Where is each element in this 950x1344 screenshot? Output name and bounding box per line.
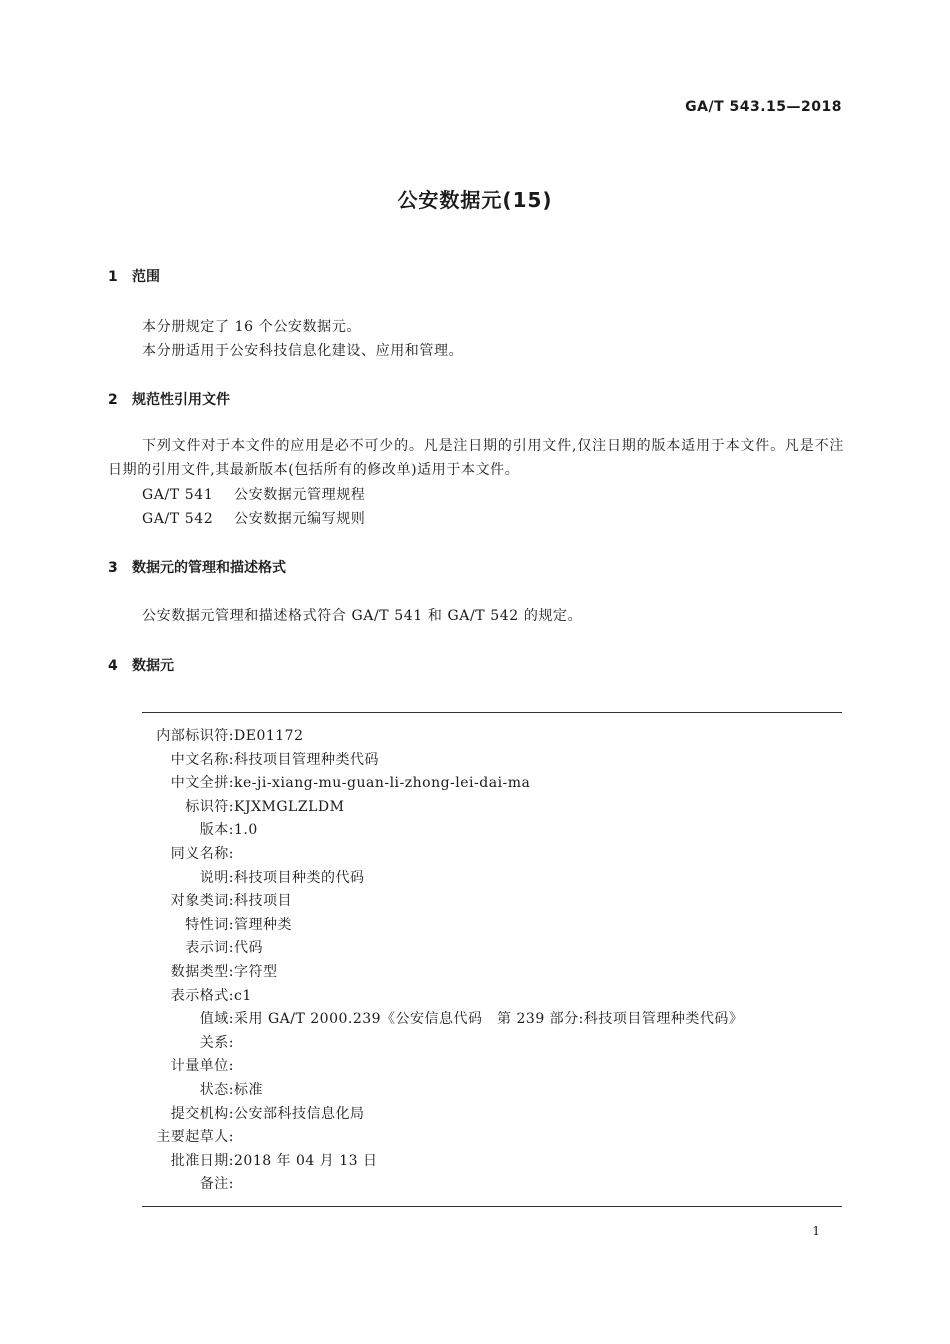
standard-code: GA/T 543.15—2018 bbox=[685, 99, 842, 115]
section-number: 2 bbox=[108, 392, 118, 408]
section-title: 数据元 bbox=[132, 658, 174, 674]
normative-references-intro: 下列文件对于本文件的应用是必不可少的。凡是注日期的引用文件,仅注日期的版本适用于本文件。凡是不注日期的引用文件,其最新版本(包括所有的修改单)适用于本文件。 bbox=[108, 438, 844, 478]
section-title: 规范性引用文件 bbox=[132, 392, 230, 408]
field-value: 字符型 bbox=[234, 963, 278, 980]
field-object-class bbox=[142, 890, 743, 914]
field-value: 1.0 bbox=[234, 822, 258, 839]
field-value: 公安部科技信息化局 bbox=[234, 1105, 365, 1122]
section-number: 4 bbox=[108, 658, 118, 674]
field-label: 特性词: bbox=[185, 916, 234, 933]
field-remarks bbox=[142, 1173, 743, 1197]
section-1-heading bbox=[108, 266, 160, 286]
section-title: 数据元的管理和描述格式 bbox=[132, 560, 286, 576]
bottom-rule bbox=[142, 1206, 842, 1207]
field-label: 标识符: bbox=[185, 798, 234, 815]
field-identifier bbox=[142, 796, 743, 820]
field-value: 科技项目 bbox=[234, 893, 292, 910]
reference-title: 公安数据元编写规则 bbox=[234, 511, 366, 527]
field-value: 采用 GA/T 2000.239《公安信息代码 第 239 部分:科技项目管理种类代码》 bbox=[234, 1011, 744, 1028]
reference-code: GA/T 541 bbox=[142, 487, 214, 503]
field-status bbox=[142, 1079, 743, 1103]
field-label: 版本: bbox=[199, 822, 234, 839]
field-value: 科技项目管理种类代码 bbox=[234, 751, 379, 768]
section-number: 3 bbox=[108, 560, 118, 576]
field-value: 2018 年 04 月 13 日 bbox=[234, 1152, 378, 1169]
reference-item bbox=[142, 484, 365, 504]
reference-title: 公安数据元管理规程 bbox=[234, 487, 366, 503]
field-value: ke-ji-xiang-mu-guan-li-zhong-lei-dai-ma bbox=[234, 775, 531, 792]
field-label: 主要起草人: bbox=[156, 1129, 234, 1146]
field-value: 科技项目种类的代码 bbox=[234, 869, 365, 886]
field-property bbox=[142, 914, 743, 938]
scope-paragraph-1: 本分册规定了 16 个公安数据元。 bbox=[142, 319, 361, 335]
field-label: 状态: bbox=[199, 1081, 234, 1098]
format-paragraph: 公安数据元管理和描述格式符合 GA/T 541 和 GA/T 542 的规定。 bbox=[142, 608, 583, 624]
section-3-heading bbox=[108, 557, 286, 577]
top-rule bbox=[142, 712, 842, 713]
field-label: 计量单位: bbox=[170, 1058, 234, 1075]
reference-item bbox=[142, 508, 365, 528]
field-label: 说明: bbox=[199, 869, 234, 886]
scope-paragraph-2: 本分册适用于公安科技信息化建设、应用和管理。 bbox=[142, 343, 464, 359]
field-label: 批准日期: bbox=[170, 1152, 234, 1169]
field-unit bbox=[142, 1055, 743, 1079]
field-label: 值域: bbox=[199, 1011, 234, 1028]
field-value: DE01172 bbox=[234, 728, 304, 744]
field-approval-date bbox=[142, 1150, 743, 1174]
section-number: 1 bbox=[108, 269, 118, 285]
field-label: 关系: bbox=[199, 1034, 234, 1051]
field-version bbox=[142, 819, 743, 843]
field-description bbox=[142, 867, 743, 891]
data-element-definition bbox=[142, 725, 743, 1197]
field-value-domain bbox=[142, 1008, 743, 1032]
field-data-type bbox=[142, 961, 743, 985]
field-label: 提交机构: bbox=[170, 1105, 234, 1122]
field-label: 内部标识符: bbox=[156, 728, 234, 744]
reference-code: GA/T 542 bbox=[142, 511, 214, 527]
field-label: 数据类型: bbox=[170, 963, 234, 980]
field-chinese-name bbox=[142, 749, 743, 773]
field-submitter bbox=[142, 1103, 743, 1127]
field-value: 管理种类 bbox=[234, 916, 292, 933]
field-label: 对象类词: bbox=[170, 893, 234, 910]
page-number: 1 bbox=[812, 1224, 820, 1238]
section-title: 范围 bbox=[132, 269, 160, 285]
field-label: 同义名称: bbox=[170, 845, 234, 862]
document-title: 公安数据元(15) bbox=[397, 188, 553, 212]
section-2-heading bbox=[108, 389, 230, 409]
field-internal-id bbox=[142, 725, 743, 749]
field-label: 表示格式: bbox=[170, 987, 234, 1004]
field-format bbox=[142, 985, 743, 1009]
field-drafter bbox=[142, 1126, 743, 1150]
field-label: 表示词: bbox=[185, 940, 234, 957]
section-4-heading bbox=[108, 655, 174, 675]
field-pinyin bbox=[142, 772, 743, 796]
field-value: KJXMGLZLDM bbox=[234, 798, 345, 815]
field-relation bbox=[142, 1032, 743, 1056]
field-label: 中文名称: bbox=[170, 751, 234, 768]
field-label: 备注: bbox=[199, 1176, 234, 1193]
field-value: c1 bbox=[234, 987, 252, 1004]
field-label: 中文全拼: bbox=[170, 775, 234, 792]
field-value: 标准 bbox=[234, 1081, 263, 1098]
field-synonym bbox=[142, 843, 743, 867]
field-representation bbox=[142, 937, 743, 961]
field-value: 代码 bbox=[234, 940, 263, 957]
